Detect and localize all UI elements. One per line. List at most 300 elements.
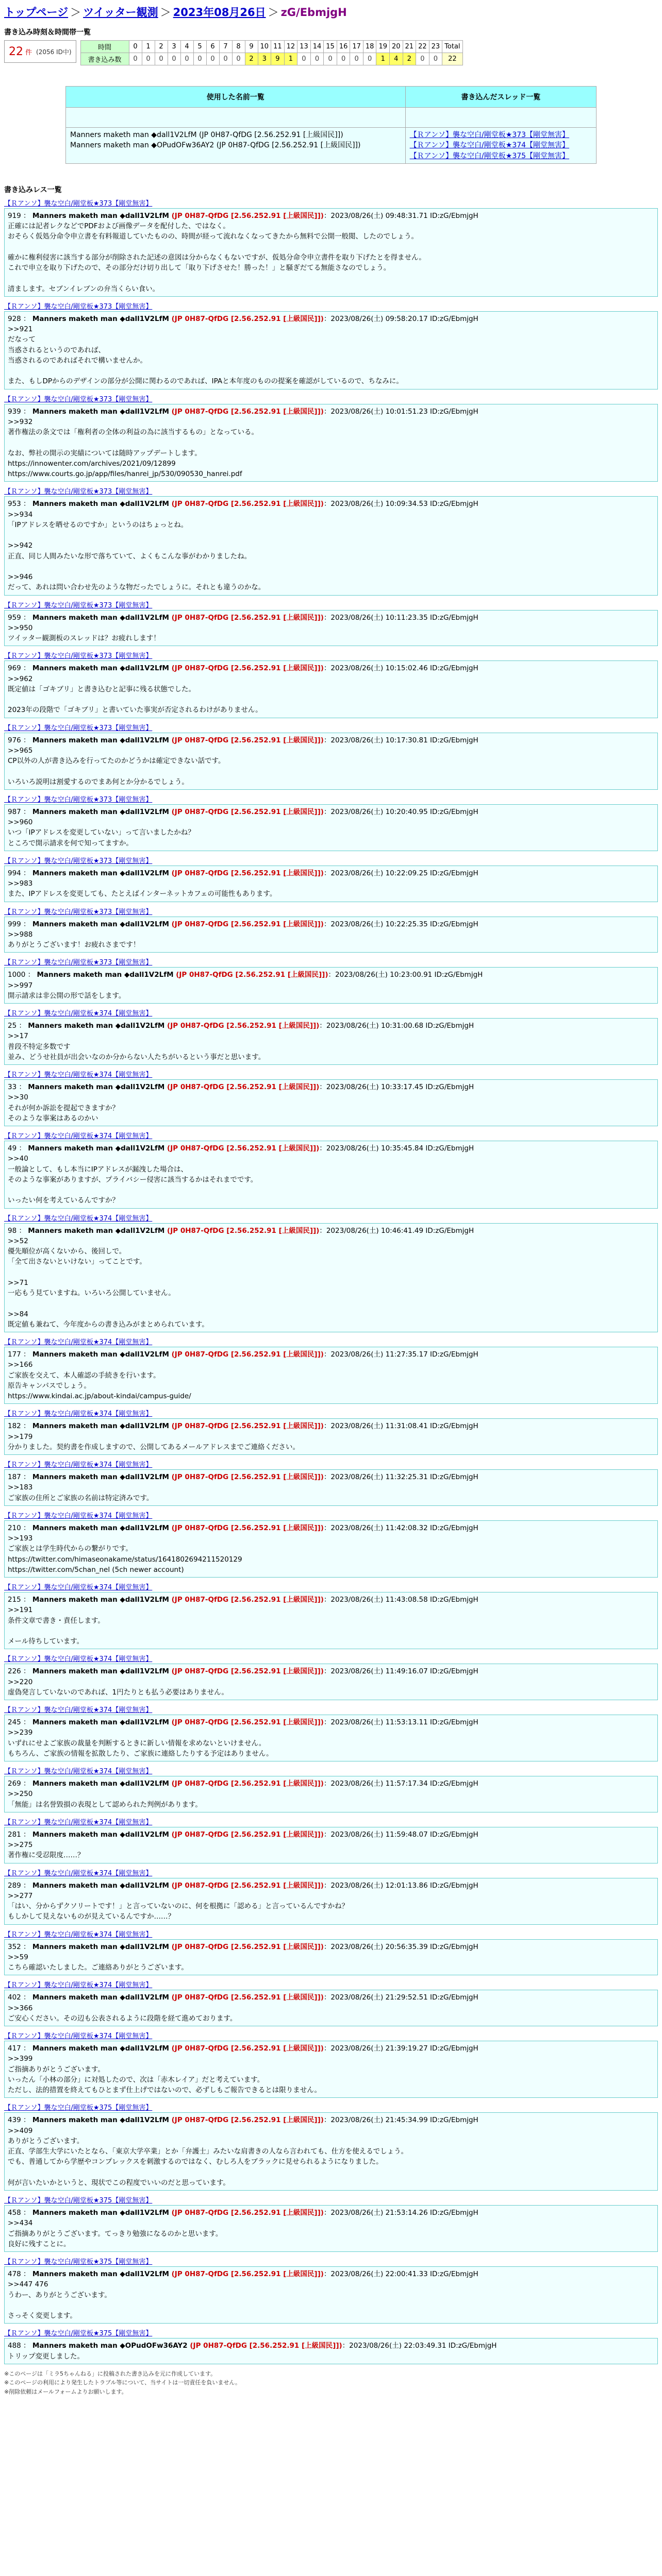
- hour-count-cell: 1: [376, 53, 390, 65]
- post-body: [4, 404, 658, 482]
- post-header: [8, 1880, 654, 1891]
- post: [4, 794, 658, 851]
- post: [4, 2328, 658, 2364]
- post-thread-link: [4, 1336, 658, 1346]
- post-body: [4, 2112, 658, 2191]
- post-body: [4, 1715, 658, 1761]
- user-name: Manners maketh man: [32, 920, 120, 928]
- post-thread-link: [4, 2030, 658, 2040]
- user-trip: ◆dall1V2LfM: [120, 807, 172, 816]
- post: [4, 1213, 658, 1333]
- footer-line: ※このページは「ミラ5ちゃんねる」に投稿された書き込みを元に作成しています。: [4, 2370, 217, 2377]
- post-text: >>934 「IPアドレスを晒せるのですか」というのはちょっとね。 >>942 正直、同じ人間みたいな形で落ちていて、よくもこんな事がわかりましたね。 >>946 だって、あれは問い合わせ先のような物だったでしょうに。それとも違うのかな。: [8, 510, 266, 592]
- user-trip: ◆dall1V2LfM: [120, 314, 172, 323]
- post-text: >>59 こちら確認いたしました。ご連絡ありがとうございます。: [8, 1953, 188, 1972]
- post-header: [8, 2043, 654, 2054]
- user-name: Manners maketh man: [32, 500, 120, 509]
- user-ip: (JP 0H87-QfDG [2.56.252.91 [上級国民]]): [171, 1881, 324, 1890]
- hour-label: 時間: [80, 41, 129, 53]
- user-trip: ◆dall1V2LfM: [120, 736, 172, 744]
- hour-cell: 8: [232, 41, 245, 53]
- user-trip: ◆dall1V2LfM: [120, 1422, 172, 1431]
- hour-cell: 13: [297, 41, 311, 53]
- post-body: [4, 967, 658, 1004]
- post-text: >>17 普段不特定多数です 並み、どうせ社員が出会いなのか分からない人たちがいるという事だと思います。: [8, 1032, 266, 1061]
- user-name: Manners maketh man: [28, 1226, 115, 1235]
- post: [4, 2256, 658, 2324]
- thread-link[interactable]: 【Ｒアンソ】襲な空白/剛堂板★373【剛堂無害】: [4, 795, 153, 804]
- user-name: Manners maketh man: [37, 971, 124, 979]
- thread-link[interactable]: 【Ｒアンソ】襲な空白/剛堂板★373【剛堂無害】: [4, 395, 153, 403]
- res-number: 953 ：: [8, 500, 32, 509]
- thread-link[interactable]: 【Ｒアンソ】襲な空白/剛堂板★374【剛堂無害】: [409, 141, 570, 150]
- thread-link[interactable]: 【Ｒアンソ】襲な空白/剛堂板★374【剛堂無害】: [4, 1214, 153, 1223]
- user-ip: (JP 0H87-QfDG [2.56.252.91 [上級国民]]): [171, 1350, 324, 1359]
- user-trip: ◆dall1V2LfM: [120, 1523, 172, 1532]
- post-text: >>399 ご指摘ありがとうございます。 いったん「小林の部分」に対処したので、次は「赤木レイア」だと考えています。 ただし、法的措置を終えてもひとまず仕上げではないので、必ずしもご報告できるとは限りません。: [8, 2055, 322, 2095]
- user-trip: ◆dall1V2LfM: [120, 211, 172, 220]
- breadcrumb-home[interactable]: トップページ: [4, 6, 69, 19]
- hour-count-cell: 1: [284, 53, 297, 65]
- res-number: 182 ：: [8, 1422, 32, 1431]
- user-ip: (JP 0H87-QfDG [2.56.252.91 [上級国民]]): [171, 613, 324, 622]
- user-ip: (JP 0H87-QfDG [2.56.252.91 [上級国民]]): [171, 407, 324, 416]
- total-label: Total: [442, 41, 462, 53]
- hour-cell: 11: [271, 41, 285, 53]
- post-thread-link: [4, 198, 658, 208]
- post-text: >>932 著作権法の条文では「権利者の全体の利益の為に該当するもの」となっている。 なお、弊社の開示の実績については随時アップデートします。 https://innowenter.com/archives/2021/09/12899 https://www.courts.go.jp/app/files/hanrei_jp/530/090530_hanrei.pdf: [8, 417, 258, 479]
- post: [4, 1459, 658, 1506]
- hour-cell: 23: [429, 41, 442, 53]
- post-text: >>983 また、IPアドレスを変更しても、たとえばインターネットカフェの可能性もあります。: [8, 879, 277, 899]
- user-trip: ◆dall1V2LfM: [120, 613, 172, 622]
- count-label: 書き込み数: [80, 53, 129, 65]
- user-ip: (JP 0H87-QfDG [2.56.252.91 [上級国民]]): [167, 1083, 320, 1092]
- user-trip: ◆dall1V2LfM: [120, 1473, 172, 1482]
- post: [4, 394, 658, 482]
- post-body: [4, 496, 658, 595]
- breadcrumb: [4, 4, 658, 20]
- user-trip: ◆dall1V2LfM: [120, 1596, 172, 1604]
- post-date: ：2023/08/26(土) 10:22:25.35 ID:zG/EbmjgH: [323, 920, 478, 928]
- post-header: [8, 1595, 654, 1605]
- name-item: Manners maketh man ◆dall1V2LfM (JP 0H87-QfDG [2.56.252.91 [上級国民]]): [70, 131, 343, 139]
- post-header: [8, 613, 654, 623]
- user-name: Manners maketh man: [32, 869, 120, 877]
- user-trip: ◆dall1V2LfM: [120, 1667, 172, 1676]
- user-name: Manners maketh man: [32, 407, 120, 416]
- thread-link[interactable]: 【Ｒアンソ】襲な空白/剛堂板★374【剛堂無害】: [4, 1768, 153, 1776]
- hour-table-count-row: [80, 53, 462, 65]
- thread-link[interactable]: 【Ｒアンソ】襲な空白/剛堂板★373【剛堂無害】: [4, 724, 153, 732]
- thread-link[interactable]: 【Ｒアンソ】襲な空白/剛堂板★374【剛堂無害】: [4, 1010, 153, 1018]
- post: [4, 906, 658, 953]
- user-name: Manners maketh man: [32, 736, 120, 744]
- post-text: >>965 CP以外の人が書き込みを行ってたのかどうかは確定できない話です。 いろいろ説明は割愛するのでまあ何とか分かるでしょう。: [8, 746, 225, 786]
- thread-link[interactable]: 【Ｒアンソ】襲な空白/剛堂板★375【剛堂無害】: [409, 151, 570, 160]
- post: [4, 2195, 658, 2252]
- user-trip: ◆dall1V2LfM: [120, 1830, 172, 1839]
- post-thread-link: [4, 2328, 658, 2337]
- thread-link[interactable]: 【Ｒアンソ】襲な空白/剛堂板★374【剛堂無害】: [4, 1869, 153, 1877]
- hour-count-cell: 0: [168, 53, 180, 65]
- names-list: [66, 128, 406, 164]
- hour-count-cell: 0: [193, 53, 206, 65]
- post: [4, 722, 658, 790]
- post-thread-link: [4, 1510, 658, 1520]
- post-date: ：2023/08/26(土) 10:20:40.95 ID:zG/EbmjgH: [323, 807, 478, 816]
- post-text: >>366 ご安心ください。その辺も公表されるように段階を経て進めております。: [8, 2004, 237, 2023]
- post-thread-link: [4, 906, 658, 916]
- thread-link[interactable]: 【Ｒアンソ】襲な空白/剛堂板★374【剛堂無害】: [4, 1981, 153, 1990]
- user-ip: (JP 0H87-QfDG [2.56.252.91 [上級国民]]): [171, 2044, 324, 2053]
- hour-cell: 6: [206, 41, 219, 53]
- post-text: >>277 「はい、分からずクソリートです！」と言っていないのに、何を根拠に「認める」と言っているんですかね？ もしかして見えないものが見えているんですか……？: [8, 1891, 349, 1921]
- thread-link[interactable]: 【Ｒアンソ】襲な空白/剛堂板★374【剛堂無害】: [4, 1132, 153, 1141]
- user-ip: (JP 0H87-QfDG [2.56.252.91 [上級国民]]): [171, 1523, 324, 1532]
- thread-item: [410, 151, 592, 161]
- post: [4, 1929, 658, 1976]
- thread-link[interactable]: 【Ｒアンソ】襲な空白/剛堂板★375【剛堂無害】: [4, 2197, 153, 2205]
- res-number: 210 ：: [8, 1523, 32, 1532]
- thread-link[interactable]: 【Ｒアンソ】襲な空白/剛堂板★374【剛堂無害】: [4, 1512, 153, 1520]
- thread-link[interactable]: 【Ｒアンソ】襲な空白/剛堂板★373【剛堂無害】: [4, 488, 153, 496]
- thread-link[interactable]: 【Ｒアンソ】襲な空白/剛堂板★374【剛堂無害】: [4, 1584, 153, 1592]
- hour-count-cell: 2: [403, 53, 416, 65]
- thread-link[interactable]: 【Ｒアンソ】襲な空白/剛堂板★373【剛堂無害】: [4, 199, 153, 208]
- user-ip: (JP 0H87-QfDG [2.56.252.91 [上級国民]]): [171, 736, 324, 744]
- thread-link[interactable]: 【Ｒアンソ】襲な空白/剛堂板★373【剛堂無害】: [4, 652, 153, 660]
- post-date: ：2023/08/26(土) 09:48:31.71 ID:zG/EbmjgH: [323, 211, 478, 220]
- post-header: [8, 1472, 654, 1482]
- post-text: >>220 虚偽発言していないのであれば、1円たりとも払う必要はありません。: [8, 1677, 228, 1697]
- post: [4, 1582, 658, 1649]
- post-body: [4, 1223, 658, 1333]
- user-ip: (JP 0H87-QfDG [2.56.252.91 [上級国民]]): [190, 2342, 342, 2350]
- post-text: >>447 476 うわー、ありがとうございます。 さっそく変更します。: [8, 2280, 111, 2320]
- post: [4, 1979, 658, 2026]
- post-date: ：2023/08/26(土) 11:53:13.11 ID:zG/EbmjgH: [323, 1718, 478, 1727]
- hour-cell: 21: [403, 41, 416, 53]
- res-number: 98 ：: [8, 1226, 28, 1235]
- post-thread-link: [4, 600, 658, 609]
- post-header: [8, 1992, 654, 2003]
- post-date: ：2023/08/26(土) 10:09:34.53 ID:zG/EbmjgH: [323, 500, 478, 509]
- thread-link[interactable]: 【Ｒアンソ】襲な空白/剛堂板★374【剛堂無害】: [4, 1655, 153, 1664]
- post-thread-link: [4, 1408, 658, 1418]
- thread-link[interactable]: 【Ｒアンソ】襲な空白/剛堂板★374【剛堂無害】: [4, 1410, 153, 1418]
- post-text: >>179 分かりました。契約書を作成しますので、公開してあるメールアドレスまでご連絡ください。: [8, 1432, 300, 1451]
- post-text: 正確には記者レクなどでPDFおよび画像データを配付した、ではなく。 おそらく仮処分命令申立書を有料報道していたものの、時間が経って流れなくなってきたから無料で公開一般閲、したのでしょう。 確かに権利侵害に該当する部分が削除された記述の意図は分からなくもないですが、仮処分命令申立書件を取り下げたとを得ません。 これで申立を取り下げたので、その部分だけ切り出して「取り下げさせた！勝った！」と騒ぎだてる無能さなのでしょう。 清まします。セブンイレブンの弁当くらい食い。: [8, 222, 426, 293]
- hour-cell: 1: [142, 41, 155, 53]
- post-date: ：2023/08/26(土) 10:17:30.81 ID:zG/EbmjgH: [323, 736, 478, 744]
- footer-line: ※削除依頼はメールフォームよりお願いします。: [4, 2388, 127, 2396]
- post-text: >>166 ご家族を交えて、本人確認の手続きを行います。 原告キャンパスでしょう。 https://www.kindai.ac.jp/about-kindai/campus-guide/: [8, 1361, 191, 1401]
- post-body: [4, 660, 658, 718]
- post: [4, 957, 658, 1004]
- hour-count-cell: 0: [180, 53, 193, 65]
- user-ip: (JP 0H87-QfDG [2.56.252.91 [上級国民]]): [171, 211, 324, 220]
- post-header: [8, 807, 654, 817]
- res-number: 417 ：: [8, 2044, 32, 2053]
- hour-count-cell: 0: [324, 53, 337, 65]
- post-header: [8, 1523, 654, 1533]
- hour-count-cell: 0: [297, 53, 311, 65]
- user-name: Manners maketh man: [32, 1422, 120, 1431]
- hour-count-cell: 0: [363, 53, 376, 65]
- user-trip: ◆dall1V2LfM: [115, 1144, 168, 1153]
- post-body: [4, 610, 658, 647]
- hour-table-time-row: [80, 41, 462, 53]
- hour-count-cell: 0: [142, 53, 155, 65]
- res-number: 215 ：: [8, 1596, 32, 1604]
- thread-link[interactable]: 【Ｒアンソ】襲な空白/剛堂板★373【剛堂無害】: [4, 601, 153, 609]
- res-number: 402 ：: [8, 1993, 32, 2002]
- user-trip: ◆dall1V2LfM: [120, 664, 172, 673]
- post-header: [8, 2115, 654, 2125]
- post: [4, 855, 658, 902]
- post: [4, 198, 658, 297]
- user-name: Manners maketh man: [32, 1473, 120, 1482]
- post-text: >>52 優先順位が高くないから、後回しで。 「全て出さないといけない」ってことです。 >>71 一応もう見ていますね。いろいろ公開していません。 >>84 既定値も兼ねて、今年度からの書き込みがまとめられています。: [8, 1236, 209, 1329]
- user-name: Manners maketh man: [32, 2342, 120, 2350]
- hour-cell: 5: [193, 41, 206, 53]
- post-date: ：2023/08/26(土) 10:33:17.45 ID:zG/EbmjgH: [319, 1083, 474, 1092]
- user-name: Manners maketh man: [32, 2209, 120, 2217]
- hour-summary: [4, 40, 658, 65]
- post-text: トリップ変更しました。: [8, 2352, 84, 2361]
- post-header: [8, 1778, 654, 1789]
- post: [4, 1336, 658, 1404]
- post-thread-link: [4, 957, 658, 967]
- hour-count-cell: 0: [310, 53, 324, 65]
- user-ip: (JP 0H87-QfDG [2.56.252.91 [上級国民]]): [171, 807, 324, 816]
- res-number: 269 ：: [8, 1780, 32, 1788]
- post-thread-link: [4, 855, 658, 865]
- post-date: ：2023/08/26(土) 11:31:08.41 ID:zG/EbmjgH: [323, 1422, 478, 1431]
- post-text: >>962 既定値は「ゴキブリ」と書き込むと記事に残る状態でした。 2023年の段階で「ゴキブリ」と書いていた事実が否定されるわけがありません。: [8, 674, 262, 715]
- post-header: [8, 1421, 654, 1431]
- user-ip: (JP 0H87-QfDG [2.56.252.91 [上級国民]]): [171, 1780, 324, 1788]
- user-name: Manners maketh man: [32, 1718, 120, 1727]
- thread-item: [410, 130, 592, 140]
- user-name: Manners maketh man: [32, 613, 120, 622]
- res-number: 439 ：: [8, 2116, 32, 2125]
- post-header: [8, 1226, 654, 1236]
- footer: [4, 2369, 658, 2397]
- post: [4, 1408, 658, 1455]
- thread-link[interactable]: 【Ｒアンソ】襲な空白/剛堂板★373【剛堂無害】: [409, 131, 570, 139]
- res-number: 289 ：: [8, 1881, 32, 1890]
- user-ip: (JP 0H87-QfDG [2.56.252.91 [上級国民]]): [171, 1942, 324, 1951]
- user-trip: ◆dall1V2LfM: [120, 2209, 172, 2217]
- user-ip: (JP 0H87-QfDG [2.56.252.91 [上級国民]]): [171, 1473, 324, 1482]
- post-text: >>40 一般論として、もし本当にIPアドレスが漏洩した場合は、 そのような事案がありますが、プライバシー侵害に該当するかはそれまでです。 いったい何を考えているんですか？: [8, 1155, 258, 1205]
- threads-spacer: [405, 108, 596, 128]
- post-body: [4, 311, 658, 389]
- post-thread-link: [4, 1582, 658, 1591]
- user-name: Manners maketh man: [32, 1830, 120, 1839]
- thread-link[interactable]: 【Ｒアンソ】襲な空白/剛堂板★375【剛堂無害】: [4, 2258, 153, 2266]
- post-text: >>191 条件文章で書き・責任します。 メール待ちしています。: [8, 1606, 105, 1646]
- post-header: [8, 970, 654, 980]
- user-name: Manners maketh man: [32, 2044, 120, 2053]
- post-date: ：2023/08/26(土) 10:46:41.49 ID:zG/EbmjgH: [319, 1226, 474, 1235]
- post-header: [8, 1082, 654, 1092]
- breadcrumb-board[interactable]: ツイッター観測: [83, 6, 158, 19]
- post-thread-link: [4, 1868, 658, 1877]
- user-name: Manners maketh man: [32, 1667, 120, 1676]
- post-header: [8, 314, 654, 324]
- hour-count-cell: 4: [390, 53, 403, 65]
- user-trip: ◆dall1V2LfM: [115, 1022, 168, 1030]
- post: [4, 1008, 658, 1065]
- user-name: Manners maketh man: [28, 1144, 115, 1153]
- name-item: Manners maketh man ◆OPudOFw36AY2 (JP 0H87-QfDG [2.56.252.91 [上級国民]]): [70, 141, 361, 150]
- post-thread-link: [4, 394, 658, 403]
- post-header: [8, 1021, 654, 1031]
- user-trip: ◆dall1V2LfM: [120, 2270, 172, 2279]
- post-header: [8, 868, 654, 878]
- hour-cell: 20: [390, 41, 403, 53]
- hour-count-cell: 0: [232, 53, 245, 65]
- user-name: Manners maketh man: [32, 1942, 120, 1951]
- user-trip: ◆dall1V2LfM: [120, 2116, 172, 2125]
- post-date: ：2023/08/26(土) 21:29:52.51 ID:zG/EbmjgH: [323, 1993, 478, 2002]
- post-thread-link: [4, 1069, 658, 1079]
- user-ip: (JP 0H87-QfDG [2.56.252.91 [上級国民]]): [167, 1022, 320, 1030]
- post-date: ：2023/08/26(土) 11:43:08.58 ID:zG/EbmjgH: [323, 1596, 478, 1604]
- hour-cell: 19: [376, 41, 390, 53]
- post-thread-link: [4, 1459, 658, 1469]
- thread-link[interactable]: 【Ｒアンソ】襲な空白/剛堂板★373【剛堂無害】: [4, 302, 153, 311]
- post: [4, 1069, 658, 1126]
- thread-link[interactable]: 【Ｒアンソ】襲な空白/剛堂板★375【剛堂無害】: [4, 2104, 153, 2112]
- thread-link[interactable]: 【Ｒアンソ】襲な空白/剛堂板★374【剛堂無害】: [4, 1338, 153, 1347]
- user-ip: (JP 0H87-QfDG [2.56.252.91 [上級国民]]): [171, 1830, 324, 1839]
- post-text: >>30 それが何か訴訟を提起できますか？ そのような事案はあるのかい: [8, 1093, 119, 1123]
- res-number: 928 ：: [8, 314, 32, 323]
- thread-link[interactable]: 【Ｒアンソ】襲な空白/剛堂板★374【剛堂無害】: [4, 1071, 153, 1079]
- thread-link[interactable]: 【Ｒアンソ】襲な空白/剛堂板★375【剛堂無害】: [4, 2330, 153, 2338]
- post-list: [4, 198, 658, 2364]
- post-thread-link: [4, 486, 658, 496]
- post-thread-link: [4, 1653, 658, 1663]
- user-name: Manners maketh man: [32, 314, 120, 323]
- post-text: >>193 ご家族とは学生時代からの繋がりです。 https://twitter.com/himaseonakame/status/1641802694211520129 https://twitter.com/5chan_nel (5ch newer account): [8, 1534, 242, 1574]
- res-number: 49 ：: [8, 1144, 28, 1153]
- post: [4, 301, 658, 389]
- user-name: Manners maketh man: [32, 2116, 120, 2125]
- post-text: >>183 ご家族の住所とご家族の名前は特定済みです。: [8, 1483, 154, 1502]
- hour-cell: 3: [168, 41, 180, 53]
- hour-count-cell: 0: [429, 53, 442, 65]
- post: [4, 650, 658, 718]
- post-header: [8, 2208, 654, 2218]
- post-header: [8, 735, 654, 745]
- thread-link[interactable]: 【Ｒアンソ】襲な空白/剛堂板★374【剛堂無害】: [4, 1461, 153, 1469]
- hour-cell: 12: [284, 41, 297, 53]
- hour-cell: 10: [258, 41, 271, 53]
- total-count: 22: [442, 53, 462, 65]
- user-trip: ◆dall1V2LfM: [120, 869, 172, 877]
- post-body: [4, 1079, 658, 1126]
- names-table: [65, 86, 597, 164]
- post-thread-link: [4, 650, 658, 660]
- post: [4, 2030, 658, 2098]
- res-number: 999 ：: [8, 920, 32, 928]
- hour-cell: 4: [180, 41, 193, 53]
- user-trip: ◆dall1V2LfM: [120, 1350, 172, 1359]
- post: [4, 1868, 658, 1925]
- user-ip: (JP 0H87-QfDG [2.56.252.91 [上級国民]]): [171, 1993, 324, 2002]
- hour-cell: 2: [155, 41, 168, 53]
- thread-link[interactable]: 【Ｒアンソ】襲な空白/剛堂板★373【剛堂無害】: [4, 908, 153, 916]
- post-thread-link: [4, 301, 658, 311]
- user-ip: (JP 0H87-QfDG [2.56.252.91 [上級国民]]): [171, 2116, 324, 2125]
- post-date: ：2023/08/26(土) 21:39:19.27 ID:zG/EbmjgH: [323, 2044, 478, 2053]
- user-ip: (JP 0H87-QfDG [2.56.252.91 [上級国民]]): [171, 869, 324, 877]
- post-date: ：2023/08/26(土) 10:23:00.91 ID:zG/EbmjgH: [328, 971, 483, 979]
- thread-link[interactable]: 【Ｒアンソ】襲な空白/剛堂板★374【剛堂無害】: [4, 1818, 153, 1826]
- res-number: 33 ：: [8, 1083, 28, 1092]
- hour-count-cell: 0: [219, 53, 232, 65]
- hour-count-cell: 2: [245, 53, 258, 65]
- breadcrumb-date[interactable]: 2023年08月26日: [173, 6, 266, 19]
- res-number: 25 ：: [8, 1022, 28, 1030]
- post-body: [4, 208, 658, 297]
- hour-count-cell: 9: [271, 53, 285, 65]
- post-thread-link: [4, 2256, 658, 2266]
- thread-link[interactable]: 【Ｒアンソ】襲な空白/剛堂板★374【剛堂無害】: [4, 2032, 153, 2041]
- post-date: ：2023/08/26(土) 21:45:34.99 ID:zG/EbmjgH: [323, 2116, 478, 2125]
- post-thread-link: [4, 1766, 658, 1775]
- hour-cell: 15: [324, 41, 337, 53]
- post-header: [8, 406, 654, 417]
- post: [4, 1130, 658, 1209]
- post-body: [4, 2266, 658, 2324]
- hour-count-cell: 0: [416, 53, 429, 65]
- hour-cell: 18: [363, 41, 376, 53]
- res-number: 969 ：: [8, 664, 32, 673]
- thread-link[interactable]: 【Ｒアンソ】襲な空白/剛堂板★374【剛堂無害】: [4, 1930, 153, 1939]
- user-name: Manners maketh man: [28, 1022, 115, 1030]
- user-ip: (JP 0H87-QfDG [2.56.252.91 [上級国民]]): [176, 971, 328, 979]
- post-text: >>409 ありがとうございます。 正直、学部生大学にいたとなら、「東京大学卒業」とか「弁護士」みたいな肩書きの人なら言われても、仕方を使えるでしょう。 でも、普通してから学歴やコンプレックスを刺激するのではなく、むしろ人をブラックに見せられるようになりました。 何が言いたいかというと、現状でこの程度でいいのだと思っています。: [8, 2126, 408, 2187]
- threads-col-header: 書き込んだスレッド一覧: [405, 87, 596, 108]
- user-name: Manners maketh man: [32, 1523, 120, 1532]
- post-text: >>275 著作権に受忍限度……？: [8, 1841, 85, 1860]
- res-number: 1000 ：: [8, 971, 37, 979]
- user-name: Manners maketh man: [32, 664, 120, 673]
- user-name: Manners maketh man: [32, 1596, 120, 1604]
- posts-section-title: 書き込みレス一覧: [4, 185, 62, 194]
- post: [4, 1704, 658, 1761]
- post-header: [8, 211, 654, 221]
- user-trip: ◆dall1V2LfM: [120, 1780, 172, 1788]
- post-text: >>239 いずれにせよご家族の裁量を判断するときに新しい情報を求めないといけません。 もちろん、ご家族の情報を拡散したり、ご家族に連絡したりする予定はありません。: [8, 1728, 273, 1758]
- breadcrumb-sep: ＞: [160, 6, 171, 19]
- user-name: Manners maketh man: [28, 1083, 115, 1092]
- post-date: ：2023/08/26(土) 10:15:02.46 ID:zG/EbmjgH: [323, 664, 478, 673]
- hour-cell: 0: [129, 41, 142, 53]
- thread-link[interactable]: 【Ｒアンソ】襲な空白/剛堂板★373【剛堂無害】: [4, 857, 153, 865]
- post: [4, 486, 658, 595]
- post-body: [4, 1347, 658, 1404]
- user-trip: ◆OPudOFw36AY2: [120, 2342, 190, 2350]
- thread-link[interactable]: 【Ｒアンソ】襲な空白/剛堂板★374【剛堂無害】: [4, 1706, 153, 1715]
- thread-link[interactable]: 【Ｒアンソ】襲な空白/剛堂板★373【剛堂無害】: [4, 959, 153, 967]
